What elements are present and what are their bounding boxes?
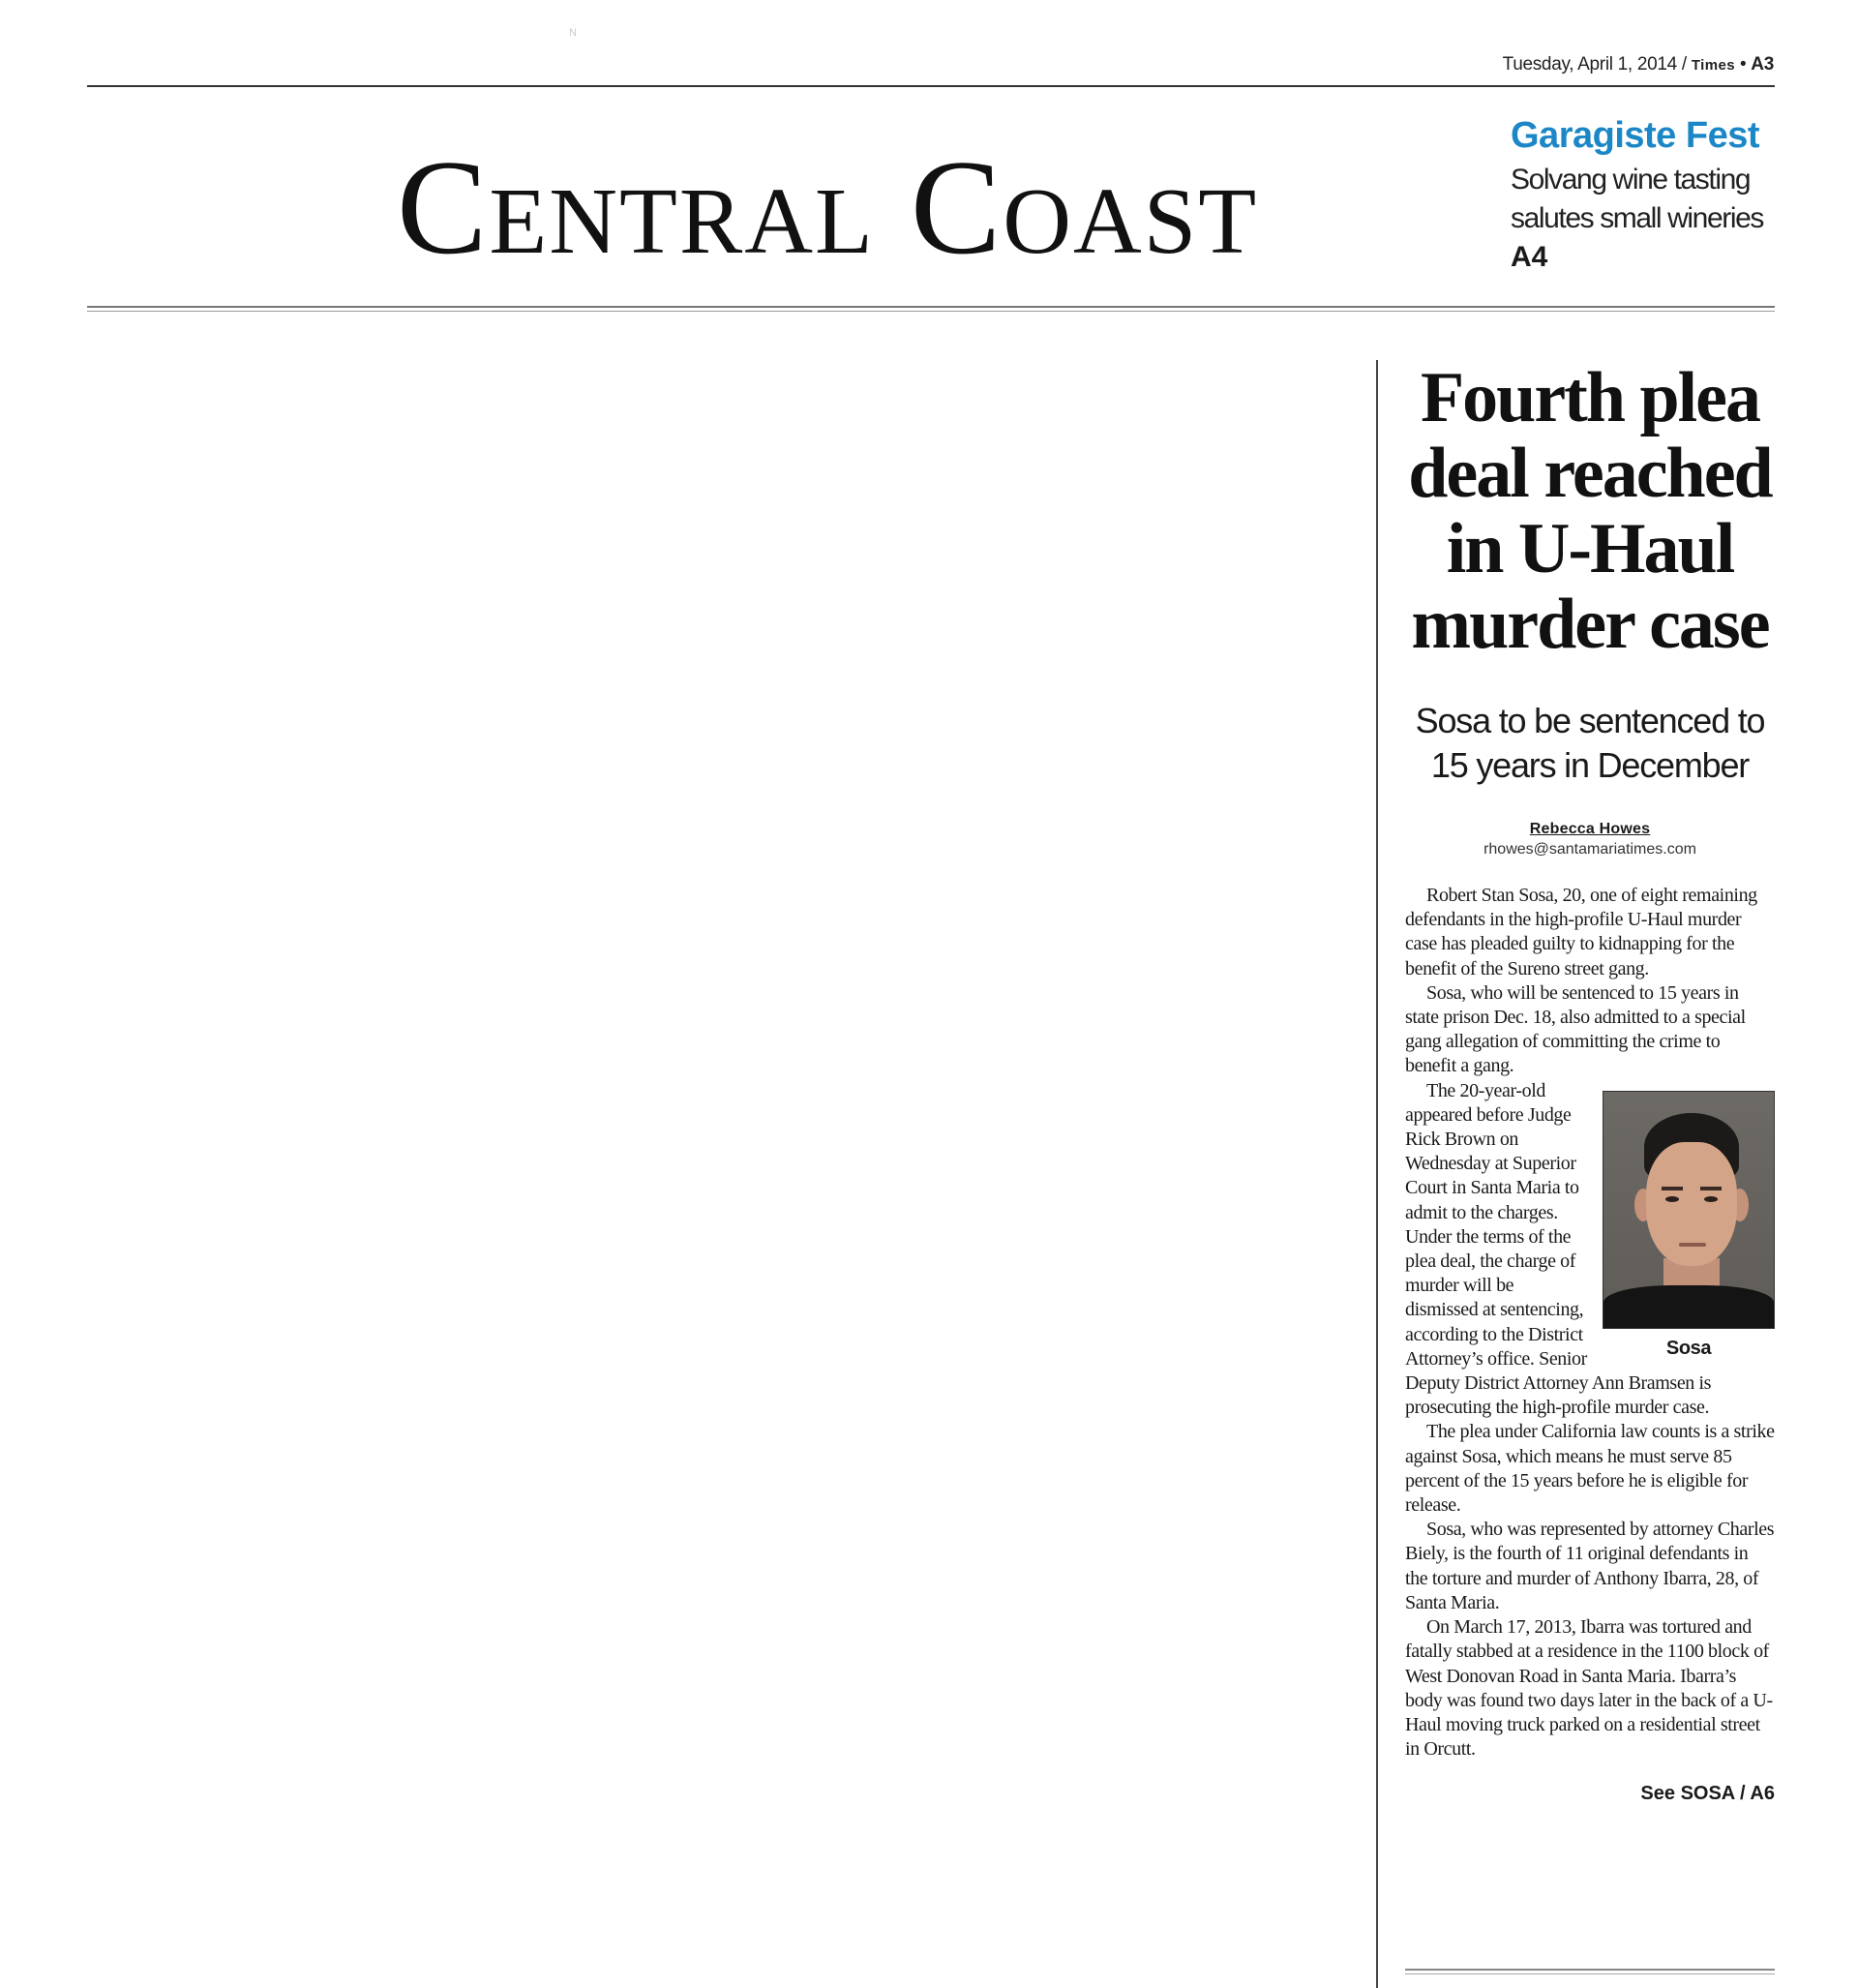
- article-paragraph: The plea under California law counts is a strike against Sosa, which means he must serve 85 percent of the 15 years before he is eligible for release.: [1405, 1421, 1775, 1517]
- promo-box[interactable]: [1511, 114, 1791, 275]
- byline-name: Rebecca Howes: [1529, 821, 1651, 837]
- article-paragraph: On March 17, 2013, Ibarra was tortured and fatally stabbed at a residence in the 1100 block of West Donovan Road in Santa Maria. Ibarra’s body was found two days later in the back of a U-Haul moving truck parked on a residential street in Orcutt.: [1405, 1616, 1773, 1761]
- mugshot-photo: [1603, 1091, 1775, 1329]
- folio-date: Tuesday, April 1, 2014: [1502, 54, 1677, 75]
- article-paragraph: Sosa, who was represented by attorney Charles Biely, is the fourth of 11 original defendants in the torture and murder of Anthony Ibarra, 28, of Santa Maria.: [1405, 1519, 1775, 1613]
- folio-page-number: A3: [1751, 54, 1774, 75]
- article: [1405, 360, 1775, 1805]
- promo-title: Garagiste Fest: [1511, 115, 1759, 156]
- jump-link[interactable]: See SOSA / A6: [1640, 1783, 1775, 1805]
- article-paragraph: Robert Stan Sosa, 20, one of eight remaining defendants in the high-profile U-Haul murder case has pleaded guilty to kidnapping for the benefit of the Sureno street gang.: [1405, 885, 1757, 979]
- page-folio: [1503, 54, 1774, 75]
- promo-page-ref: A4: [1511, 241, 1548, 273]
- article-headline: Fourth plea deal reached in U-Haul murder case: [1408, 358, 1772, 664]
- folio-separator: /: [1676, 54, 1692, 75]
- article-paragraph: The 20-year-old appeared before Judge Rick Brown on Wednesday at Superior Court in Santa Maria to admit to the charges. Under the terms of the plea deal, the charge of murder will be dismissed at sentencing, according to the District Attorney’s office. Senior Deputy District Attorney Ann Bramsen is prosecuting the high-profile murder case.: [1405, 1079, 1712, 1419]
- top-rule: [87, 85, 1775, 87]
- article-deck: Sosa to be sentenced to 15 years in December: [1415, 701, 1765, 785]
- folio-paper-name: Times: [1691, 57, 1735, 74]
- section-title: Central Coast: [397, 133, 1259, 283]
- article-paragraph: Sosa, who will be sentenced to 15 years in state prison Dec. 18, also admitted to a special gang allegation of committing the crime to benefit a gang.: [1405, 981, 1746, 1077]
- masthead-double-rule: [87, 306, 1775, 312]
- stray-mark: N: [569, 27, 577, 39]
- photo-figure: [1603, 1091, 1775, 1361]
- folio-bullet: •: [1734, 54, 1752, 75]
- bottom-rule: [1405, 1969, 1775, 1974]
- column-rule: [1376, 360, 1378, 1988]
- photo-caption: Sosa: [1665, 1337, 1712, 1359]
- promo-subtitle: Solvang wine tasting salutes small wineries: [1511, 164, 1763, 234]
- byline-email: rhowes@santamariatimes.com: [1483, 841, 1696, 858]
- byline: [1405, 821, 1775, 858]
- article-body: [1405, 884, 1775, 1762]
